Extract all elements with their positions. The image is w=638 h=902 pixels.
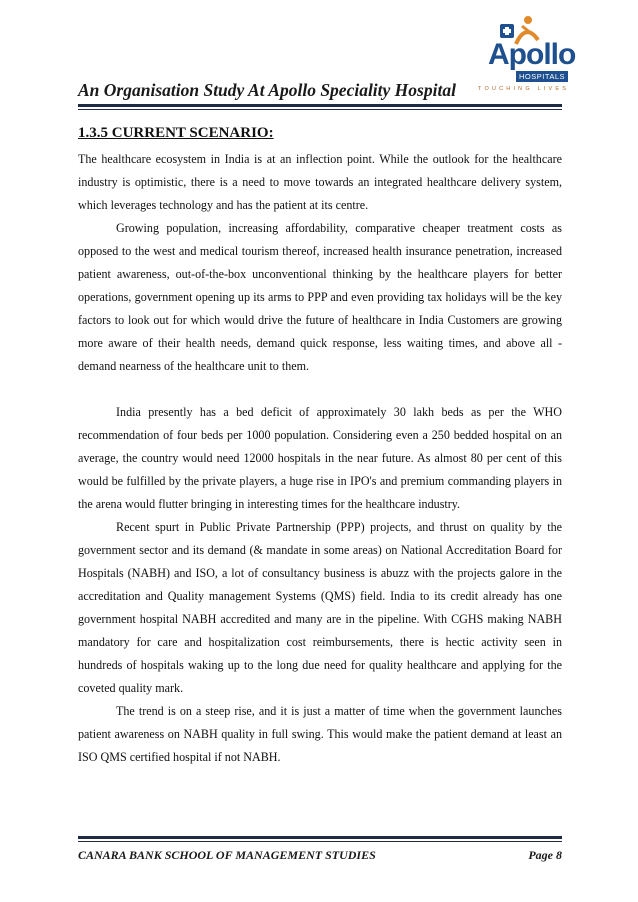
logo-subtitle: HOSPITALS [516, 71, 568, 82]
paragraph-3: India presently has a bed deficit of approximately 30 lakh beds as per the WHO recommendation of four beds per 1000 population. Considering even a 250 bedded hospital on an average, the country would need 12000 hospitals in the near future. As almost 80 per cent of this would be fulfilled by the private players, a huge rise in IPO's and premium commanding players in the arena would flutter bringing in interesting times for the healthcare industry. [78, 405, 562, 511]
footer-row [78, 848, 562, 863]
header-rule [78, 104, 562, 107]
page-footer [78, 836, 562, 863]
logo-wordmark: Apollo [488, 38, 576, 71]
page-header [78, 14, 576, 104]
paragraph-1: The healthcare ecosystem in India is at an inflection point. While the outlook for the healthcare industry is optimistic, there is a need to move towards an integrated healthcare delivery system, which leverages technology and has the patient at its centre. [78, 152, 562, 212]
footer-rule [78, 836, 562, 839]
paragraph-5: The trend is on a steep rise, and it is just a matter of time when the government launches patient awareness on NABH quality in full swing. This would make the patient demand at least an ISO QMS certified hospital if not NABH. [78, 704, 562, 764]
header-rule-thin [78, 109, 562, 110]
paragraph-4: Recent spurt in Public Private Partnership (PPP) projects, and thrust on quality by the government sector and its demand (& mandate in some areas) on National Accreditation Board for Hospitals (NABH) and ISO, a lot of consultancy business is abuzz with the projects galore in the accreditation and Quality management Systems (QMS) field. India to its credit already has one government hospital NABH accredited and many are in the pipeline. With CGHS making NABH mandatory for care and hospitalization cost reimbursements, there is hectic activity seen in hundreds of hospitals waking up to the long due need for quality healthcare and applying for the coveted quality mark. [78, 520, 562, 695]
section-heading: 1.3.5 CURRENT SCENARIO: [78, 125, 274, 141]
paragraph-spacer [78, 378, 562, 401]
footer-school: CANARA BANK SCHOOL OF MANAGEMENT STUDIES [78, 848, 376, 862]
paragraph-2: Growing population, increasing affordability, comparative cheaper treatment costs as opposed to the west and medical tourism thereof, increased health insurance penetration, increased patient awareness, out-of-the-box unconventional thinking by the healthcare players for better operations, government opening up its arms to PPP and even providing tax holidays will be the key factors to look out for which would drive the future of healthcare in India Customers are growing more aware of their health needs, demand quick response, less waiting times, and above all - demand nearness of the healthcare unit to them. [78, 221, 562, 373]
footer-page-number: Page 8 [528, 848, 562, 862]
apollo-logo [472, 14, 576, 100]
main-content [78, 125, 562, 769]
footer-rule-thin [78, 841, 562, 842]
logo-tagline: TOUCHING LIVES [478, 86, 570, 92]
header-title: An Organisation Study At Apollo Speciality Hospital [78, 80, 456, 100]
